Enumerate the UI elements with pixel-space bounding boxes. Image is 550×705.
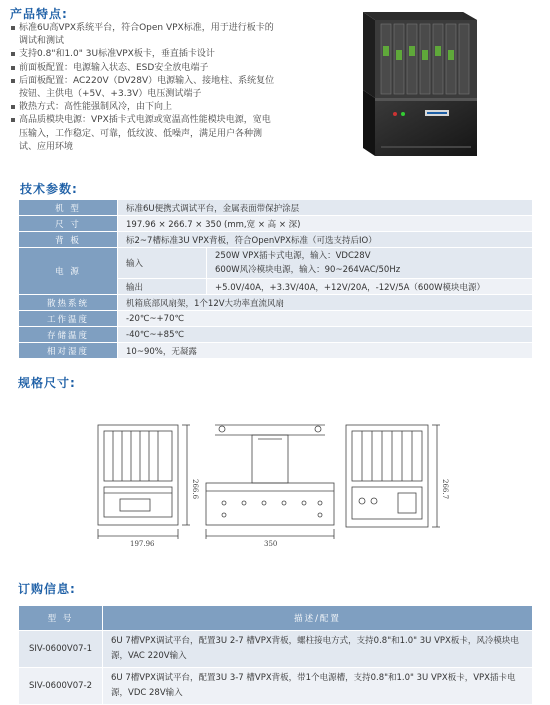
- spec-value: 标准6U便携式调试平台，金属表面带保护涂层: [118, 200, 533, 216]
- front-view-drawing: [98, 425, 190, 539]
- feature-item: 散热方式：高性能强制风冷，由下向上: [10, 101, 278, 114]
- order-desc: 6U 7槽VPX调试平台，配置3U 2-7 槽VPX背板，螺柱接电方式，支持0.8"和1.0" 3U VPX板卡，风冷模块电源，VAC 220V输入: [103, 631, 533, 668]
- feature-item: 标准6U高VPX系统平台，符合Open VPX标准，用于进行板卡的调试和测试: [10, 22, 278, 48]
- spec-row-power-input: [19, 248, 533, 279]
- power-input-line: 250W VPX插卡式电源，输入：VDC28V: [215, 251, 371, 261]
- spec-value: 机箱底部风扇架，1个12V大功率直流风扇: [118, 295, 533, 311]
- spec-value: -40℃~+85℃: [118, 327, 533, 343]
- spec-row-humidity: [19, 343, 533, 359]
- spec-label: 存储温度: [19, 327, 118, 343]
- order-row: [19, 668, 533, 705]
- spec-sublabel: 输入: [118, 248, 207, 279]
- spec-table: [18, 199, 533, 359]
- spec-row-cooling: [19, 295, 533, 311]
- spec-value: [207, 248, 533, 279]
- spec-label: 相对湿度: [19, 343, 118, 359]
- side-depth-label: 350: [264, 540, 278, 548]
- order-table: [18, 605, 533, 705]
- specs-title: 技术参数:: [20, 182, 78, 196]
- power-input-line: 600W风冷模块电源，输入：90~264VAC/50Hz: [215, 265, 401, 275]
- spec-row-size: [19, 216, 533, 232]
- order-model: SIV-0600V07-1: [19, 631, 103, 668]
- spec-label: 散热系统: [19, 295, 118, 311]
- feature-item: 高品质模块电源：VPX插卡式电源或宽温高性能模块电源，宽电压输入，工作稳定、可靠，低纹波、低噪声，满足用户各种测试、应用环境: [10, 114, 278, 154]
- spec-label: 电 源: [19, 248, 118, 295]
- dimensions-title: 规格尺寸:: [18, 376, 76, 390]
- order-desc: 6U 7槽VPX调试平台，配置3U 3-7 槽VPX背板，带1个电源槽，支持0.8"和1.0" 3U VPX板卡，VPX插卡电源，VDC 28V输入: [103, 668, 533, 705]
- dimension-drawings: [0, 405, 550, 565]
- front-width-label: 197.96: [130, 540, 155, 548]
- order-title: 订购信息:: [18, 582, 76, 596]
- order-col-model: 型 号: [19, 606, 103, 631]
- spec-value: 197.96 × 266.7 × 350 (mm,宽 × 高 × 深): [118, 216, 533, 232]
- spec-row-backplane: [19, 232, 533, 248]
- spec-label: 工作温度: [19, 311, 118, 327]
- feature-item: 前面板配置：电源输入状态、ESD安全放电端子: [10, 62, 278, 75]
- spec-value: 标2~7槽标准3U VPX背板，符合OpenVPX标准（可选支持后IO）: [118, 232, 533, 248]
- feature-item: 支持0.8"和1.0" 3U标准VPX板卡，垂直插卡设计: [10, 48, 278, 61]
- feature-item: 后面板配置：AC220V（DV28V）电源输入、接地柱、系统复位按钮、主供电（+5V、+3.3V）电压测试端子: [10, 75, 278, 101]
- features-list: [10, 22, 278, 154]
- order-model: SIV-0600V07-2: [19, 668, 103, 705]
- spec-label: 机 型: [19, 200, 118, 216]
- order-header-row: [19, 606, 533, 631]
- rear-height-label: 266.7: [441, 479, 449, 500]
- spec-value: +5.0V/40A，+3.3V/40A，+12V/20A，-12V/5A（600W模块电源）: [207, 279, 533, 295]
- features-title: 产品特点:: [10, 7, 68, 21]
- spec-label: 尺 寸: [19, 216, 118, 232]
- product-chassis-image: [345, 6, 485, 166]
- spec-row-operating-temp: [19, 311, 533, 327]
- spec-value: -20℃~+70℃: [118, 311, 533, 327]
- side-view-drawing: [206, 425, 334, 539]
- front-height-label: 266.6: [191, 479, 199, 500]
- spec-value: 10~90%，无凝露: [118, 343, 533, 359]
- order-col-desc: 描述/配置: [103, 606, 533, 631]
- order-row: [19, 631, 533, 668]
- spec-sublabel: 输出: [118, 279, 207, 295]
- spec-label: 背 板: [19, 232, 118, 248]
- spec-row-model: [19, 200, 533, 216]
- rear-view-drawing: [346, 425, 440, 527]
- spec-row-storage-temp: [19, 327, 533, 343]
